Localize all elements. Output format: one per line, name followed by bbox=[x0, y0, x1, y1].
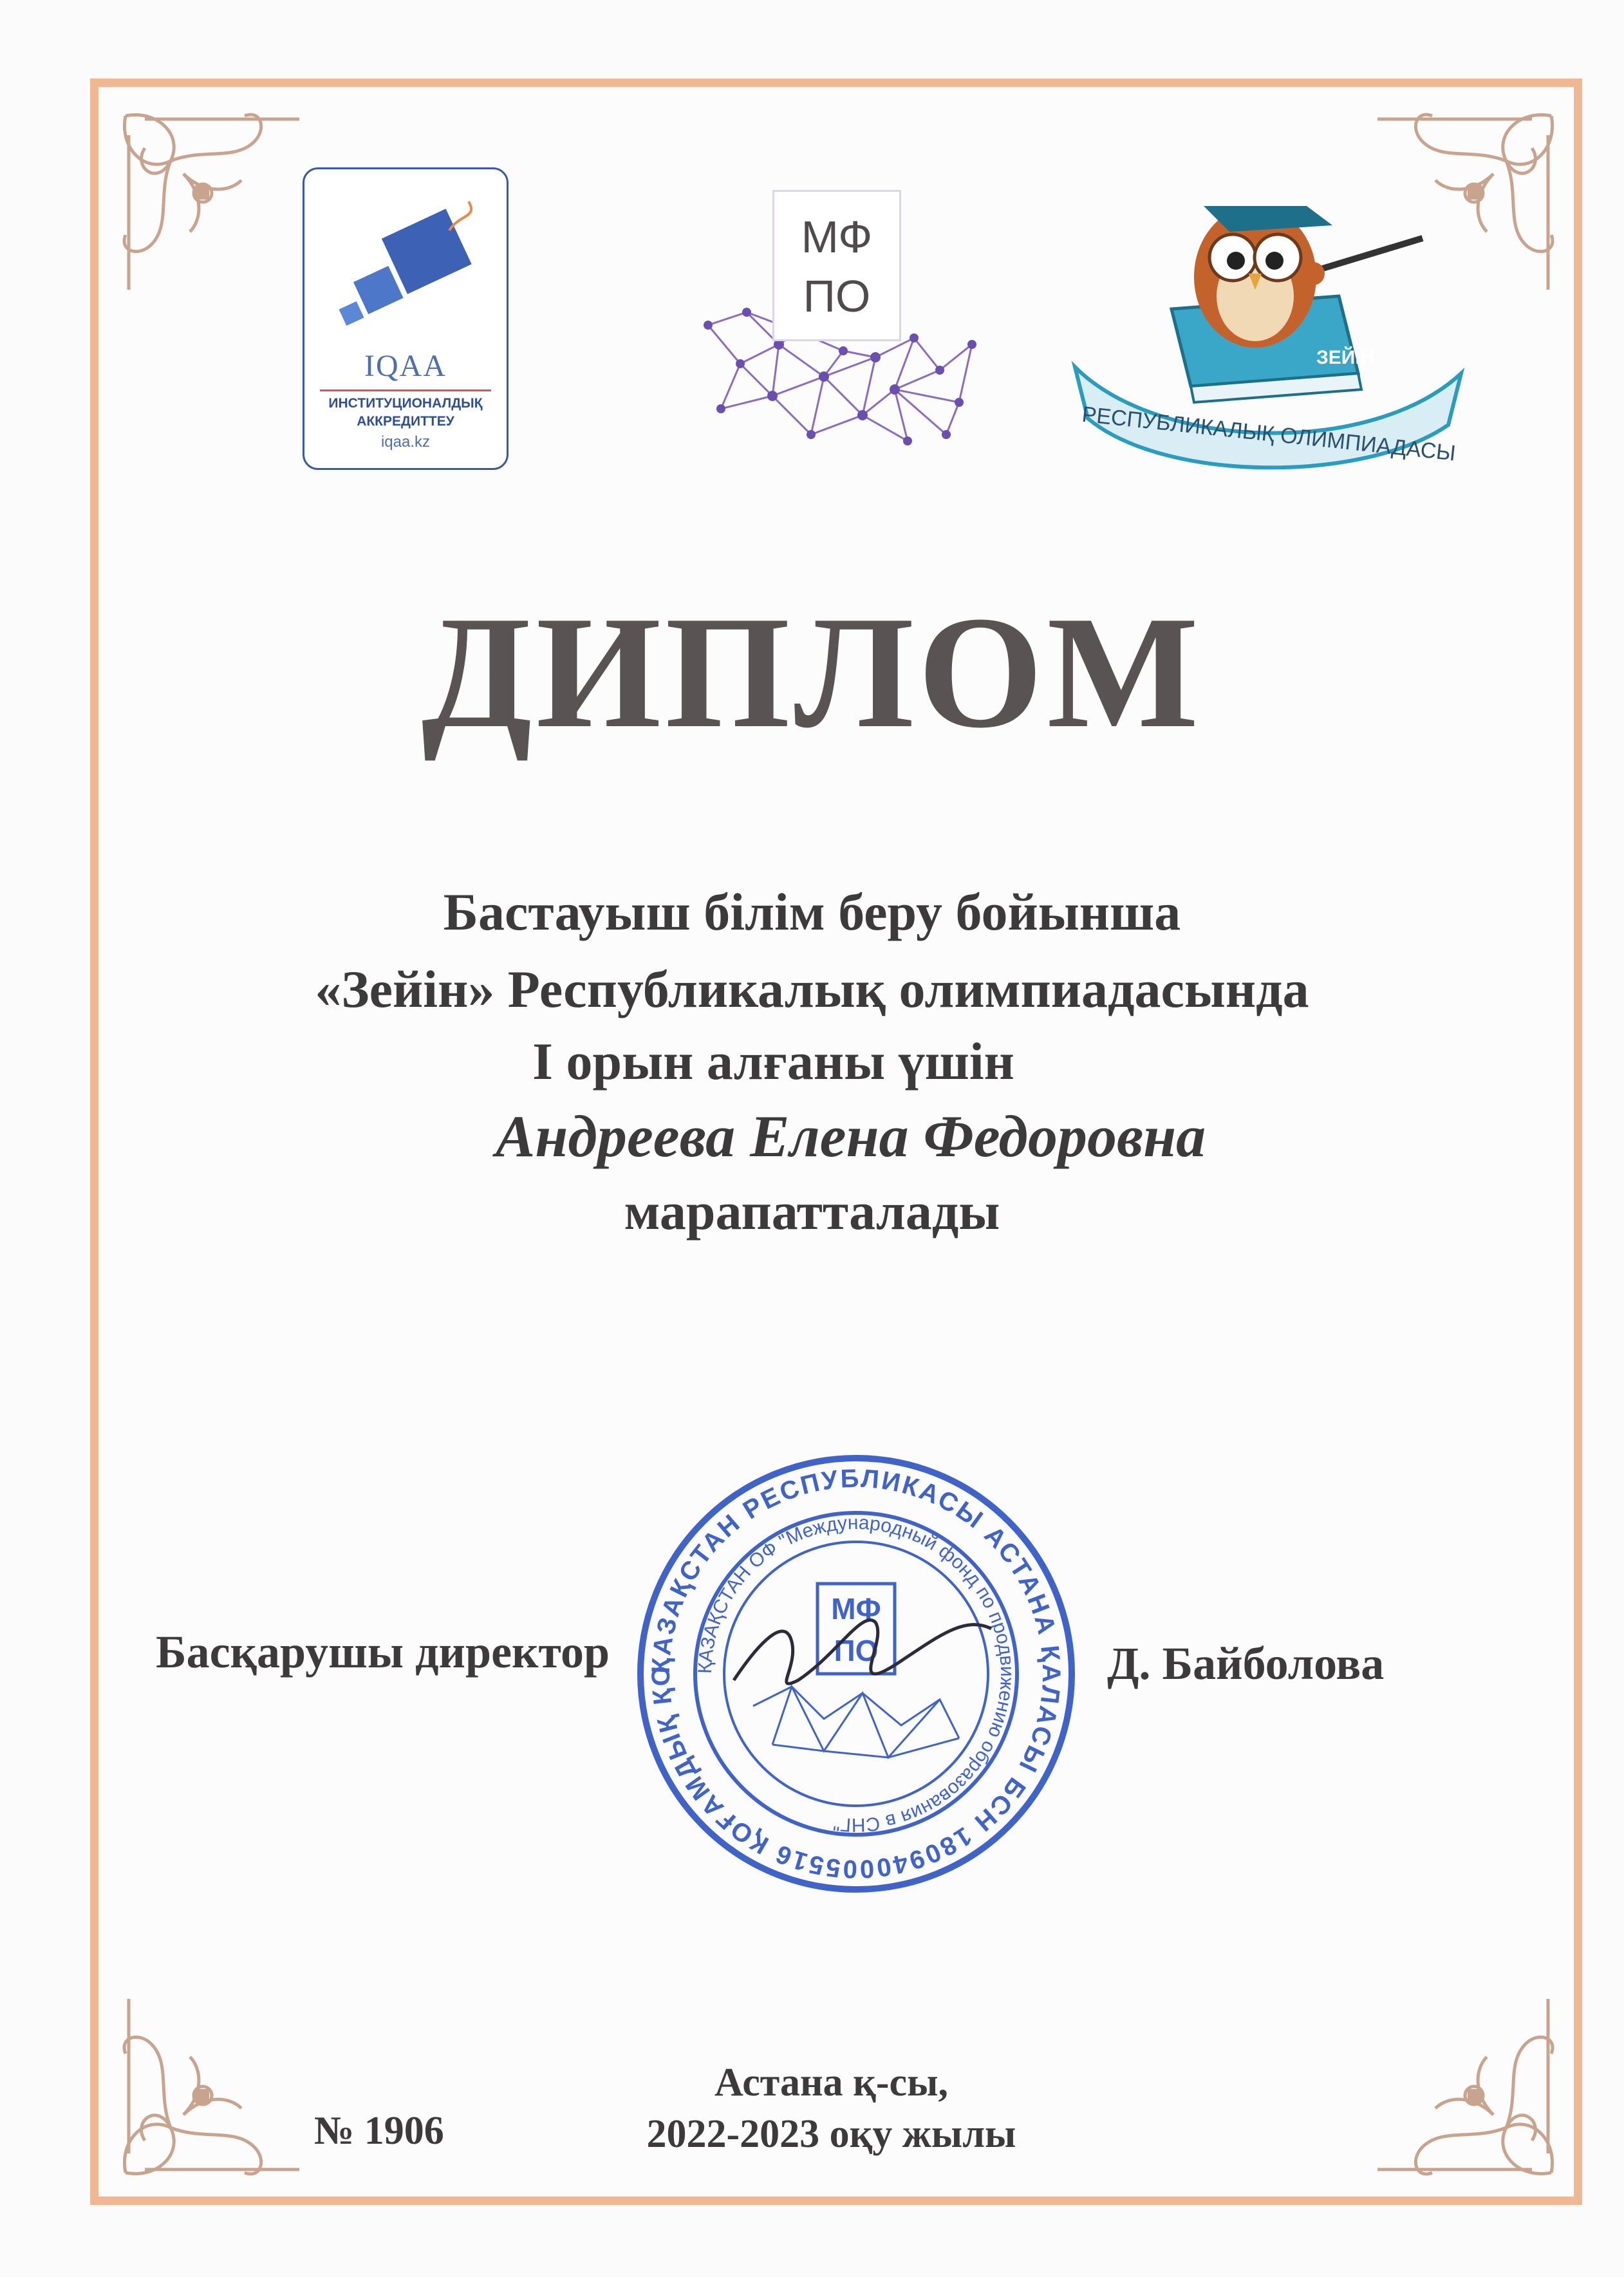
mfpo-logo bbox=[702, 183, 978, 476]
stamp-outer-text: ҚАЗАҚСТАН РЕСПУБЛИКАСЫ АСТАНА ҚАЛАСЫ БСН 180940005516 ҚОҒАМДЫҚ ҚО bbox=[646, 1464, 1066, 1884]
iqaa-rule bbox=[320, 389, 491, 391]
ribbon-text: РЕСПУБЛИКАЛЫҚ ОЛИМПИАДАСЫ bbox=[1081, 402, 1457, 466]
satellite-icon bbox=[330, 195, 485, 343]
recipient-name: Андреева Елена Федоровна bbox=[495, 1103, 1206, 1169]
stamp-center-line1: МФ bbox=[831, 1592, 881, 1626]
zeyin-olympiad-logo bbox=[1062, 180, 1474, 483]
iqaa-logo bbox=[303, 167, 509, 470]
diploma-title: ДИПЛОМ bbox=[421, 583, 1203, 762]
footer-city: Астана қ-сы, bbox=[714, 2061, 948, 2104]
stamp-inner-text: ҚАЗАҚСТАН ОФ "Международный фонд по продвижению образования в СНГ" bbox=[694, 1512, 1018, 1836]
signer-name: Д. Байболова bbox=[1107, 1638, 1385, 1689]
iqaa-line1: ИНСТИТУЦИОНАЛДЫҚ bbox=[328, 396, 483, 411]
iqaa-brand: IQAA bbox=[364, 349, 447, 383]
book-label: ЗЕЙІН bbox=[1316, 347, 1375, 368]
footer-year: 2022-2023 оқу жылы bbox=[646, 2112, 1016, 2156]
signer-role: Басқарушы директор bbox=[156, 1626, 610, 1678]
stamp-seal-icon bbox=[631, 1448, 1081, 1899]
diploma-line2: «Зейін» Республикалық олимпиадасында bbox=[315, 960, 1309, 1018]
ornament-icon bbox=[106, 97, 319, 309]
corner-ornament-top-left bbox=[106, 97, 319, 309]
mfpo-box bbox=[772, 190, 901, 341]
stamp-center-line2: ПО bbox=[834, 1634, 879, 1667]
official-stamp bbox=[631, 1448, 1081, 1899]
diploma-line3: I орын алғаны үшін bbox=[532, 1032, 1014, 1091]
diploma-number: № 1906 bbox=[314, 2109, 444, 2153]
owl-book-icon bbox=[1062, 180, 1474, 483]
diploma-line1: Бастауыш білім беру бойынша bbox=[443, 883, 1181, 941]
award-text: марапатталады bbox=[624, 1182, 1000, 1241]
iqaa-site: iqaa.kz bbox=[380, 433, 431, 451]
mfpo-line2: ПО bbox=[803, 271, 871, 321]
mfpo-line1: МФ bbox=[801, 212, 873, 262]
iqaa-line2: АККРЕДИТТЕУ bbox=[357, 414, 454, 429]
